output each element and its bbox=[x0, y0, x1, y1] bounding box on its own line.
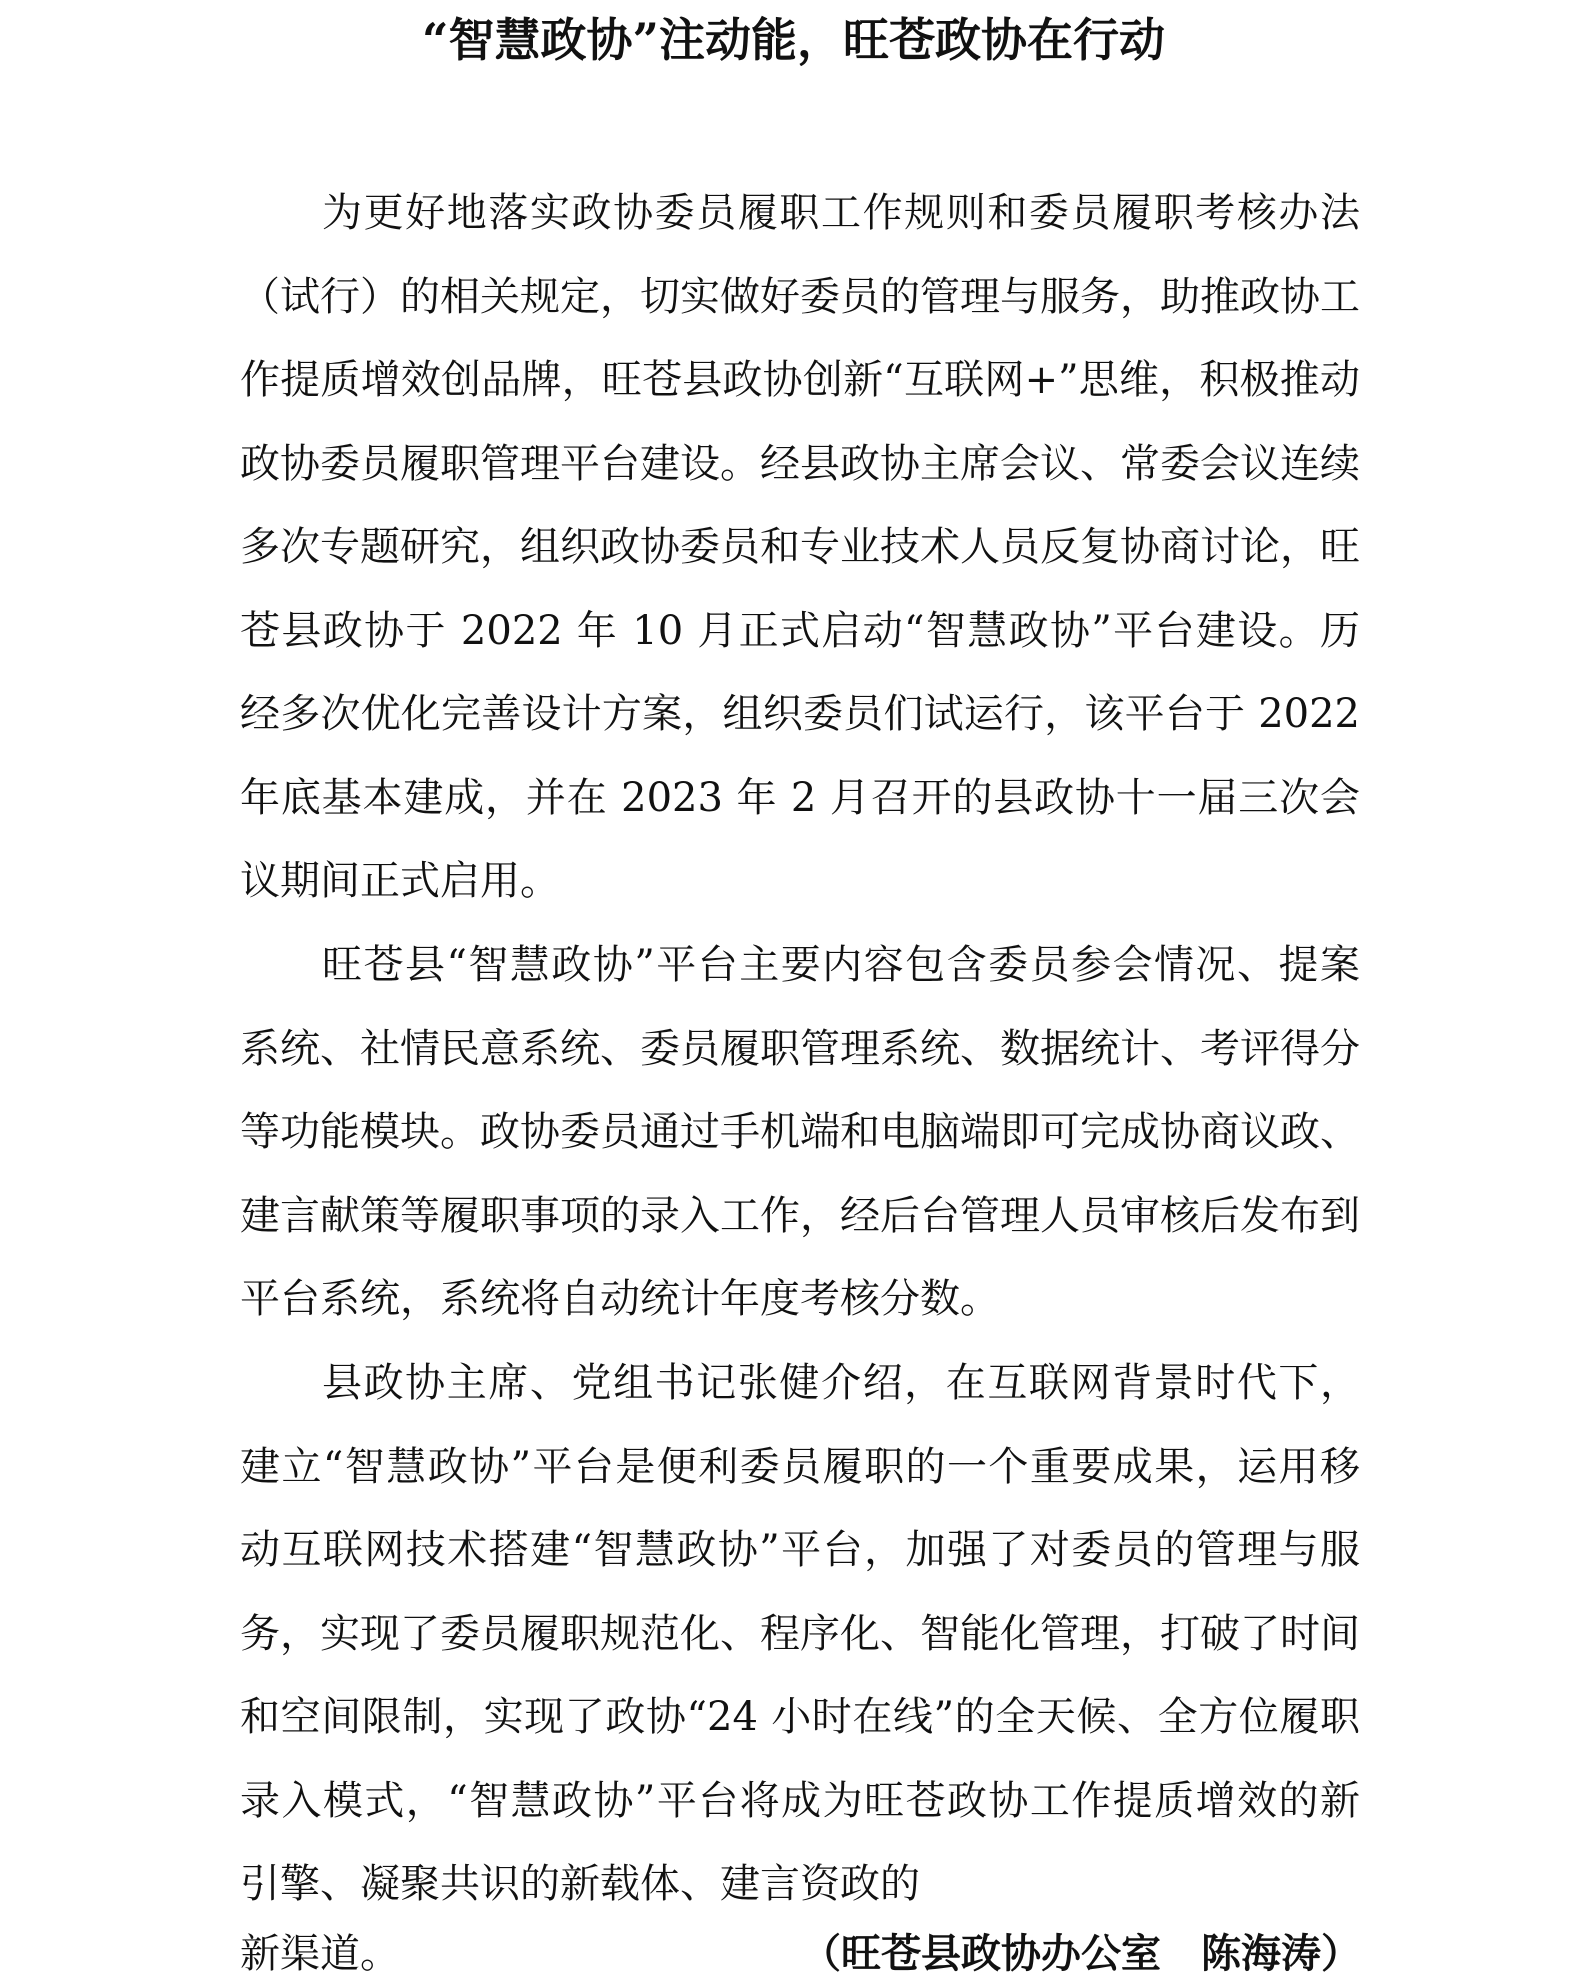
paragraph-text: 县政协主席、党组书记张健介绍，在互联网背景时代下，建立“智慧政协”平台是便利委员履职的一个重要成果，运用移动互联网技术搭建“智慧政协”平台，加强了对委员的管理与服务，实现了委员履职规范化、程序化、智能化管理，打破了时间和空间限制，实现了政协“24 小时在线”的全天候、全方位履职录入模式，“智慧政协”平台将成为旺苍政协工作提质增效的新引擎、凝聚共识的新载体、建言资政的 bbox=[240, 1360, 1360, 1907]
paragraph-2 bbox=[240, 924, 1360, 1342]
paragraph-text: 为更好地落实政协委员履职工作规则和委员履职考核办法（试行）的相关规定，切实做好委员的管理与服务，助推政协工作提质增效创品牌，旺苍县政协创新“互联网+”思维，积极推动政协委员履职管理平台建设。经县政协主席会议、常委会议连续多次专题研究，组织政协委员和专业技术人员反复协商讨论，旺苍县政协于 2022 年 10 月正式启动“智慧政协”平台建设。历经多次优化完善设计方案，组织委员们试运行，该平台于 2022 年底基本建成，并在 2023 年 2 月召开的县政协十一届三次会议期间正式启用。 bbox=[240, 190, 1360, 904]
paragraph-text: 旺苍县“智慧政协”平台主要内容包含委员参会情况、提案系统、社情民意系统、委员履职管理系统、数据统计、考评得分等功能模块。政协委员通过手机端和电脑端即可完成协商议政、建言献策等履职事项的录入工作，经后台管理人员审核后发布到平台系统，系统将自动统计年度考核分数。 bbox=[240, 942, 1360, 1322]
paragraph-3-last-line: 新渠道。 bbox=[240, 1931, 400, 1977]
paragraph-3 bbox=[240, 1342, 1360, 1927]
paragraph-1 bbox=[240, 172, 1360, 924]
article-title: “智慧政协”注动能，旺苍政协在行动 bbox=[422, 13, 1165, 67]
author-byline: （旺苍县政协办公室 陈海涛） bbox=[801, 1930, 1361, 1977]
